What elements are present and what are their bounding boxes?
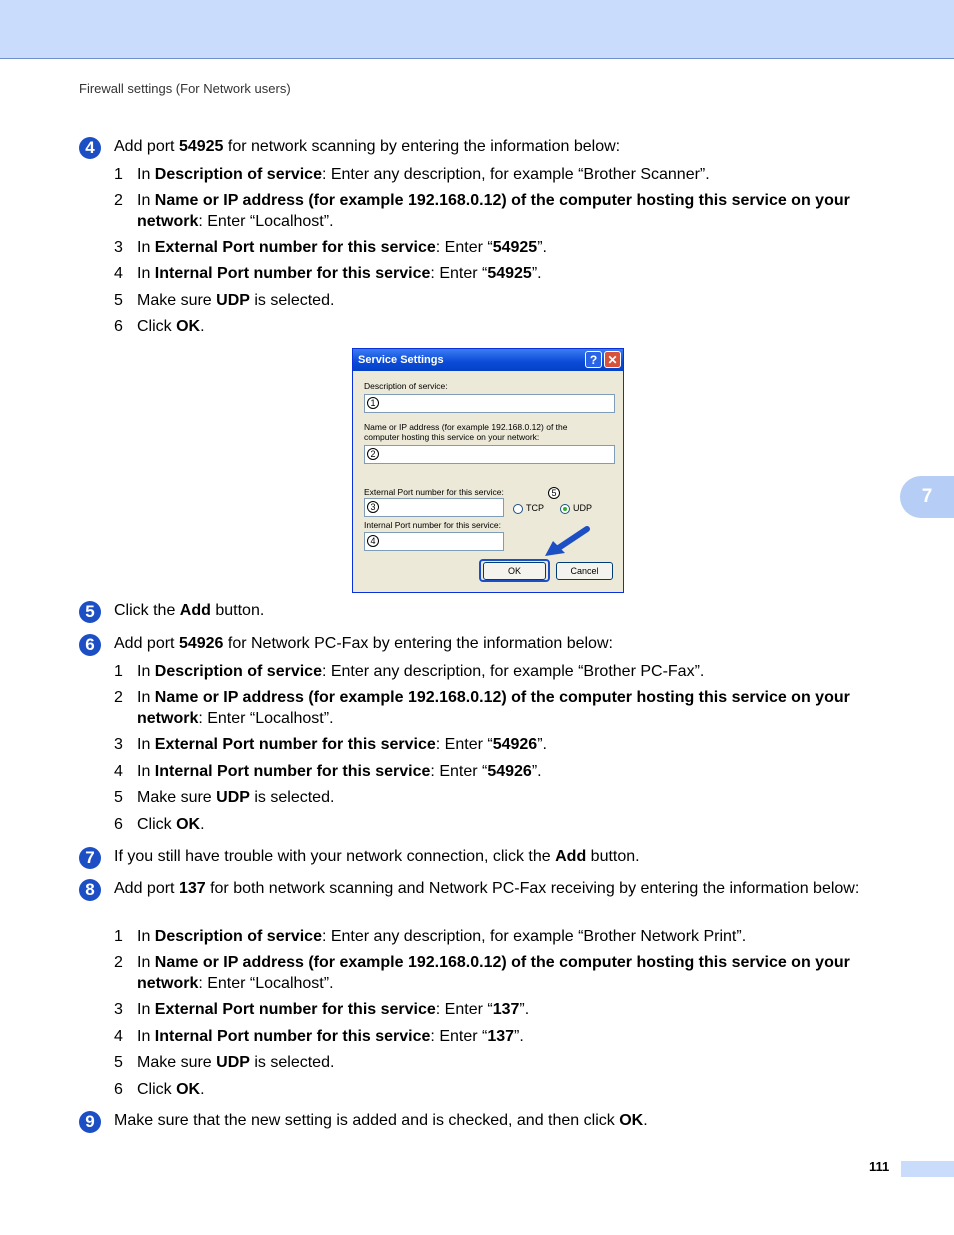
callout-2: 2 (367, 448, 379, 460)
step-5-text: Click the Add button. (114, 602, 265, 619)
description-input[interactable] (364, 394, 615, 413)
service-settings-dialog (352, 348, 624, 593)
external-port-label: External Port number for this service: (364, 487, 504, 497)
udp-radio[interactable] (560, 504, 570, 514)
step-number-badge: 4 (79, 137, 101, 159)
step-number-badge: 7 (79, 847, 101, 869)
step-number-badge: 5 (79, 601, 101, 623)
description-label: Description of service: (364, 381, 448, 391)
help-icon[interactable]: ? (585, 351, 602, 368)
tcp-radio[interactable] (513, 504, 523, 514)
step-9-text: Make sure that the new setting is added and is checked, and then click OK. (114, 1112, 648, 1129)
name-label: Name or IP address (for example 192.168.0.12) of the computer hosting this service on your network: (364, 422, 568, 442)
tcp-label: TCP (526, 503, 544, 513)
breadcrumb: Firewall settings (For Network users) (79, 81, 291, 96)
step-number-badge: 6 (79, 634, 101, 656)
step-number-badge: 9 (79, 1111, 101, 1133)
cancel-button[interactable]: Cancel (556, 562, 613, 580)
dialog-title-bar (353, 349, 623, 371)
header-bar (0, 0, 954, 59)
page-number-bar (901, 1161, 954, 1177)
callout-4: 4 (367, 535, 379, 547)
chapter-tab[interactable]: 7 (900, 476, 954, 518)
callout-1: 1 (367, 397, 379, 409)
callout-3: 3 (367, 501, 379, 513)
pointer-arrow-icon (543, 525, 591, 559)
internal-port-input[interactable] (364, 532, 504, 551)
page-number: 111 (869, 1159, 890, 1174)
step-8-intro: Add port 137 for both network scanning and Network PC-Fax receiving by entering the information below: (114, 880, 860, 897)
step-number-badge: 8 (79, 879, 101, 901)
step-7-text: If you still have trouble with your network connection, click the Add button. (114, 848, 640, 865)
dialog-title: Service Settings (358, 354, 444, 366)
ok-button[interactable]: OK (483, 562, 546, 580)
name-input[interactable] (364, 445, 615, 464)
close-icon[interactable]: ✕ (604, 351, 621, 368)
callout-5: 5 (548, 487, 560, 499)
step-4-intro: Add port 54925 for network scanning by entering the information below: (114, 138, 621, 155)
external-port-input[interactable] (364, 498, 504, 517)
internal-port-label: Internal Port number for this service: (364, 520, 502, 530)
udp-label: UDP (573, 503, 593, 513)
step-6-intro: Add port 54926 for Network PC-Fax by entering the information below: (114, 635, 613, 652)
